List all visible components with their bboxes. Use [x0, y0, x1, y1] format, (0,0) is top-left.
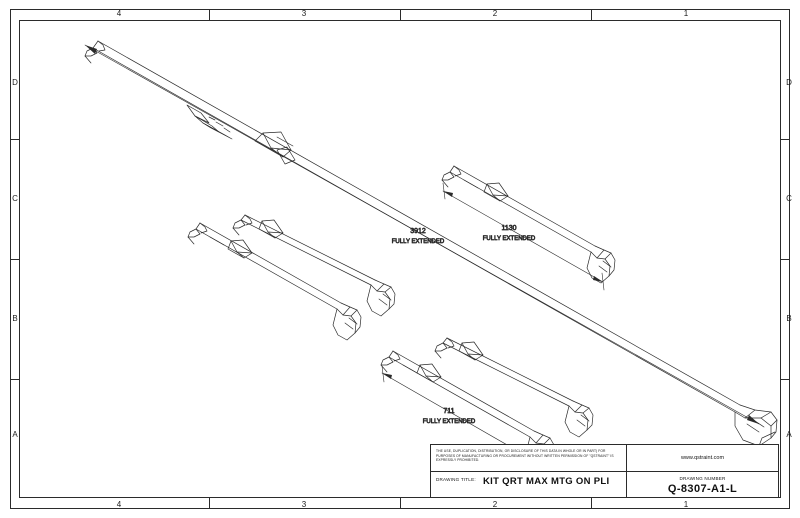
drawing-title-value: KIT QRT MAX MTG ON PLI — [483, 476, 610, 487]
title-block-divider-right — [627, 471, 778, 472]
zone-tick-right-2 — [780, 259, 790, 260]
zone-label-left-d: D — [12, 78, 18, 87]
isometric-assembly-drawing — [19, 20, 781, 498]
zone-label-right-b: B — [786, 314, 792, 323]
zone-label-top-2: 2 — [492, 9, 498, 18]
strap-assembly-mid-left — [188, 215, 395, 340]
zone-label-left-c: C — [12, 194, 18, 203]
zone-tick-top-1 — [209, 9, 210, 20]
dimension-1130-value: 1130 — [501, 225, 517, 232]
zone-tick-top-2 — [400, 9, 401, 20]
title-block-right — [627, 445, 778, 497]
zone-label-bottom-3: 3 — [301, 500, 307, 509]
drawing-number-value: Q-8307-A1-L — [667, 483, 738, 495]
zone-label-right-c: C — [786, 194, 792, 203]
drawing-number-label: DRAWING NUMBER — [679, 476, 726, 481]
dimension-1130-note: FULLY EXTENDED — [482, 236, 536, 242]
dimension-711-note: FULLY EXTENDED — [422, 419, 476, 425]
dimension-711-value: 711 — [443, 408, 455, 415]
zone-tick-right-1 — [780, 139, 790, 140]
zone-label-bottom-1: 1 — [683, 500, 689, 509]
title-block — [430, 444, 779, 498]
zone-label-right-d: D — [786, 78, 792, 87]
zone-tick-top-3 — [591, 9, 592, 20]
zone-label-top-4: 4 — [116, 9, 122, 18]
zone-tick-bottom-3 — [591, 498, 592, 509]
strap-assembly-1130 — [442, 166, 615, 283]
zone-label-top-3: 3 — [301, 9, 307, 18]
title-block-divider — [431, 471, 626, 472]
zone-tick-bottom-1 — [209, 498, 210, 509]
drawing-title-label: DRAWING TITLE: — [436, 477, 476, 482]
zone-label-bottom-4: 4 — [116, 500, 122, 509]
company-website: www.qstraint.com — [680, 455, 725, 461]
zone-label-right-a: A — [786, 430, 792, 439]
zone-label-left-a: A — [12, 430, 18, 439]
dimension-3912-note: FULLY EXTENDED — [391, 239, 445, 245]
zone-label-bottom-2: 2 — [492, 500, 498, 509]
title-block-left — [431, 445, 627, 497]
zone-label-top-1: 1 — [683, 9, 689, 18]
dimension-3912-value: 3912 — [410, 228, 426, 235]
zone-tick-right-3 — [780, 379, 790, 380]
legal-notice: THE USE, DUPLICATION, DISTRIBUTION, OR DISCLOSURE OF THIS DATA IN WHOLE OR IN PART) FOR PURPOSES OF MANUFACTURING OR PROCUREMENT WITHOUT WRITTEN PERMISSION OF "QSTRAINT" IS EXPRESSLY PROHIBITED. — [436, 449, 614, 463]
zone-label-left-b: B — [12, 314, 18, 323]
zone-tick-bottom-2 — [400, 498, 401, 509]
